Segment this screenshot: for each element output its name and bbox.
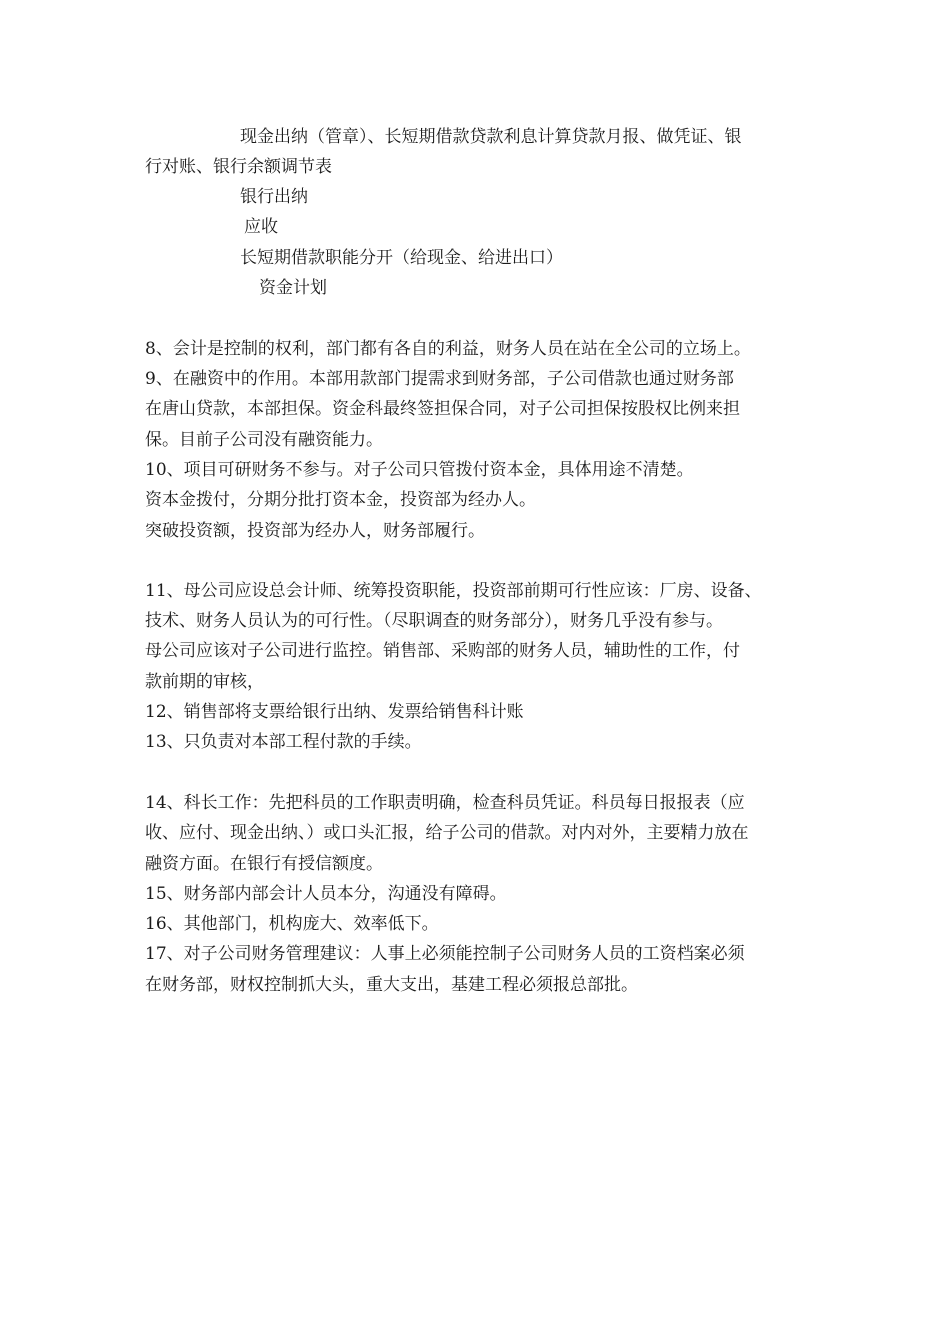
item-14-line-2: 收、应付、现金出纳、）或口头汇报，给子公司的借款。对内对外，主要精力放在	[145, 823, 749, 843]
item-9-line-3: 保。目前子公司没有融资能力。	[145, 430, 383, 450]
intro-line-4: 应收	[244, 217, 278, 237]
item-11-line-2: 技术、财务人员认为的可行性。（尽职调查的财务部分），财务几乎没有参与。	[145, 611, 723, 631]
item-9-line-1: 9、在融资中的作用。本部用款部门提需求到财务部，子公司借款也通过财务部	[145, 369, 734, 389]
item-11-line-3: 母公司应该对子公司进行监控。销售部、采购部的财务人员，辅助性的工作，付	[145, 641, 740, 661]
item-9-line-2: 在唐山贷款，本部担保。资金科最终签担保合同，对子公司担保按股权比例来担	[145, 399, 740, 419]
item-15-line-1: 15、财务部内部会计人员本分，沟通没有障碍。	[145, 884, 507, 904]
intro-line-3: 银行出纳	[240, 187, 308, 207]
intro-line-5: 长短期借款职能分开（给现金、给进出口）	[240, 248, 563, 268]
item-10-line-1: 10、项目可研财务不参与。对子公司只管拨付资本金，具体用途不清楚。	[145, 460, 694, 480]
item-14-line-1: 14、科长工作：先把科员的工作职责明确，检查科员凭证。科员每日报报表（应	[145, 793, 745, 813]
item-17-line-2: 在财务部，财权控制抓大头，重大支出，基建工程必须报总部批。	[145, 975, 638, 995]
item-16-line-1: 16、其他部门，机构庞大、效率低下。	[145, 914, 439, 934]
item-14-line-3: 融资方面。在银行有授信额度。	[145, 854, 383, 874]
item-11-line-1: 11、母公司应设总会计师、统筹投资职能，投资部前期可行性应该：厂房、设备、	[145, 581, 762, 601]
intro-line-1: 现金出纳（管章）、长短期借款贷款利息计算贷款月报、做凭证、银	[240, 127, 742, 147]
item-17-line-1: 17、对子公司财务管理建议：人事上必须能控制子公司财务人员的工资档案必须	[145, 944, 745, 964]
item-12-line-1: 12、销售部将支票给银行出纳、发票给销售科计账	[145, 702, 524, 722]
intro-line-6: 资金计划	[259, 278, 327, 298]
item-11-line-4: 款前期的审核，	[145, 672, 264, 692]
item-10-line-3: 突破投资额，投资部为经办人，财务部履行。	[145, 521, 485, 541]
intro-line-2: 行对账、银行余额调节表	[145, 157, 332, 177]
item-10-line-2: 资本金拨付，分期分批打资本金，投资部为经办人。	[145, 490, 536, 510]
item-13-line-1: 13、只负责对本部工程付款的手续。	[145, 732, 422, 752]
item-8-line-1: 8、会计是控制的权利，部门都有各自的利益，财务人员在站在全公司的立场上。	[145, 339, 751, 359]
